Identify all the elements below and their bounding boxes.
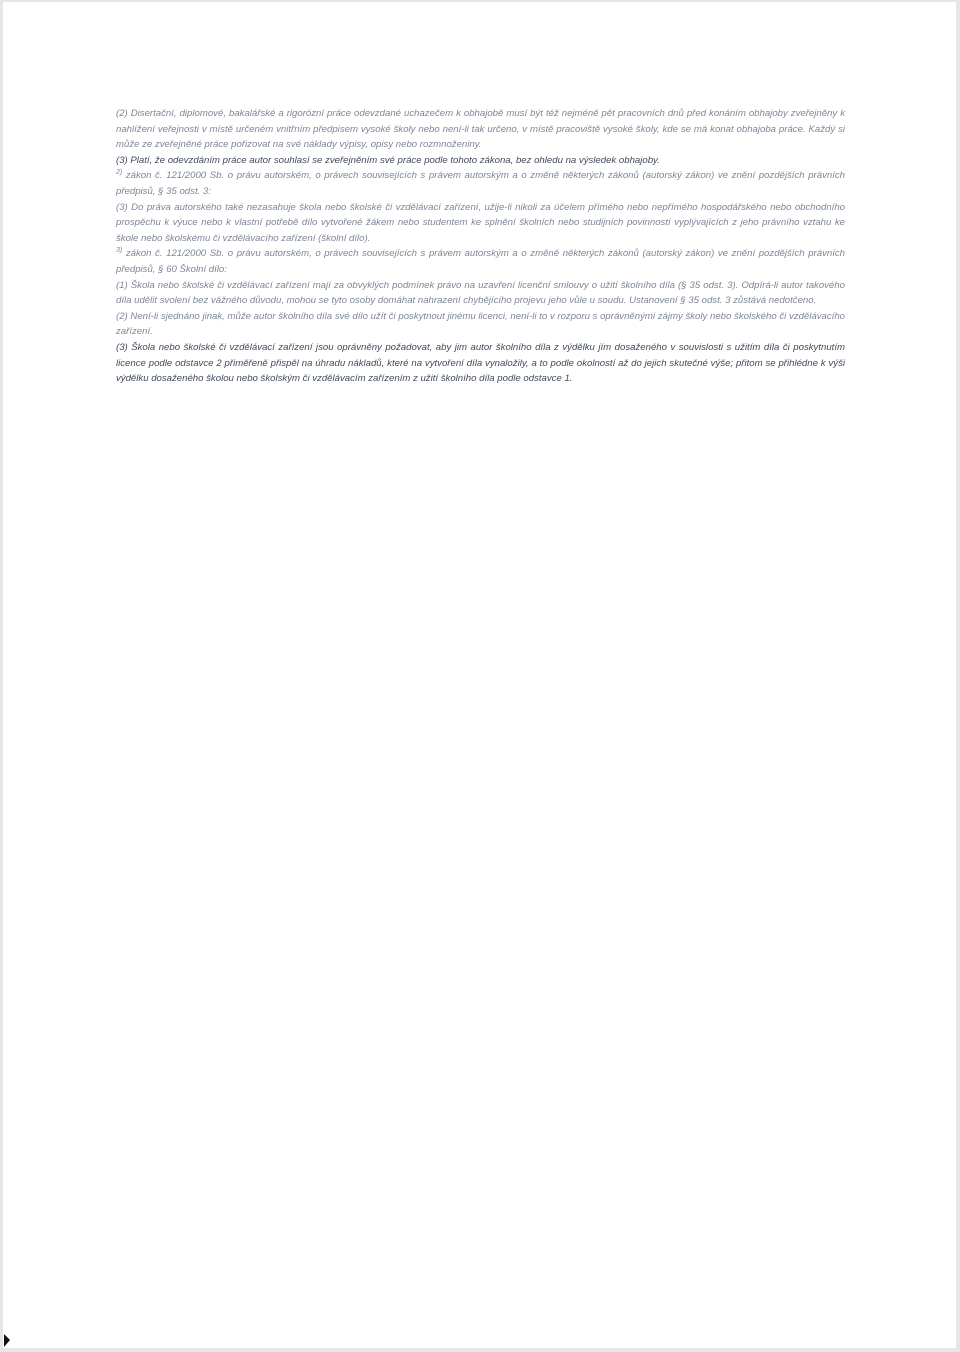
document-text <box>116 106 845 387</box>
footnote-3-text: zákon č. 121/2000 Sb. o právu autorském, o právech souvisejících s právem autorským a o změně některých zákonů (autorský zákon) ve znění pozdějších právních předpisů, § 60 Školní dílo: <box>116 248 845 275</box>
footnote-2 <box>116 168 845 199</box>
footnote-2-marker: 2) <box>116 169 123 177</box>
paragraph-skolni-dilo-35-3: (3) Do práva autorského také nezasahuje škola nebo školské či vzdělávací zařízení, užije-li nikoli za účelem přímého nebo nepřímého hospodářského nebo obchodního prospěchu k výuce nebo k vlastní potřebě dílo vytvořené žákem nebo studentem ke splnění školních nebo studijních povinností vyplývajících z jeho právního vztahu ke škole nebo školskému či vzdělávacího zařízení (školní dílo). <box>116 201 845 244</box>
footnote-3 <box>116 246 845 277</box>
paragraph-60-3: (3) Škola nebo školské či vzdělávací zařízení jsou oprávněny požadovat, aby jim autor školního díla z výdělku jím dosaženého v souvislosti s užitím díla či poskytnutím licence podle odstavce 2 přiměřeně přispěl na úhradu nákladů, které na vytvoření díla vynaložily, a to podle okolností až do jejich skutečné výše; přitom se přihlédne k výši výdělku dosaženého školou nebo školským či vzdělávacím zařízením z užití školního díla podle odstavce 1. <box>116 341 845 385</box>
paragraph-60-1: (1) Škola nebo školské či vzdělávací zařízení mají za obvyklých podmínek právo na uzavření licenční smlouvy o užití školního díla (§ 35 odst. 3). Odpírá-li autor takového díla udělit svolení bez vážného důvodu, mohou se tyto osoby domáhat nahrazení chybějícího projevu jeho vůle u soudu. Ustanovení § 35 odst. 3 zůstává nedotčeno. <box>116 279 845 307</box>
mouse-cursor-icon <box>4 1334 10 1347</box>
paragraph-disertacni-prace: (2) Disertační, diplomové, bakalářské a rigorózní práce odevzdané uchazečem k obhajobě musí být též nejméně pět pracovních dnů před konáním obhajoby zveřejněny k nahlížení veřejnosti v místě určeném vnitřním předpisem vysoké školy nebo není-li tak určeno, v místě pracoviště vysoké školy, kde se má konat obhajoba práce. Každý si může ze zveřejněné práce pořizovat na své náklady výpisy, opisy nebo rozmnoženiny. <box>116 108 845 151</box>
footnote-2-text: zákon č. 121/2000 Sb. o právu autorském, o právech souvisejících s právem autorským a o změně některých zákonů (autorský zákon) ve znění pozdějších právních předpisů, § 35 odst. 3: <box>116 170 845 197</box>
paragraph-souhlas-zverejneni: (3) Platí, že odevzdáním práce autor souhlasí se zveřejněním své práce podle tohoto zákona, bez ohledu na výsledek obhajoby. <box>116 154 660 166</box>
footnote-3-marker: 3) <box>116 247 123 255</box>
paragraph-60-2: (2) Není-li sjednáno jinak, může autor školního díla své dílo užít či poskytnout jinému licenci, není-li to v rozporu s oprávněnými zájmy školy nebo školského či vzdělávacího zařízení. <box>116 310 845 338</box>
document-page <box>3 2 956 1348</box>
